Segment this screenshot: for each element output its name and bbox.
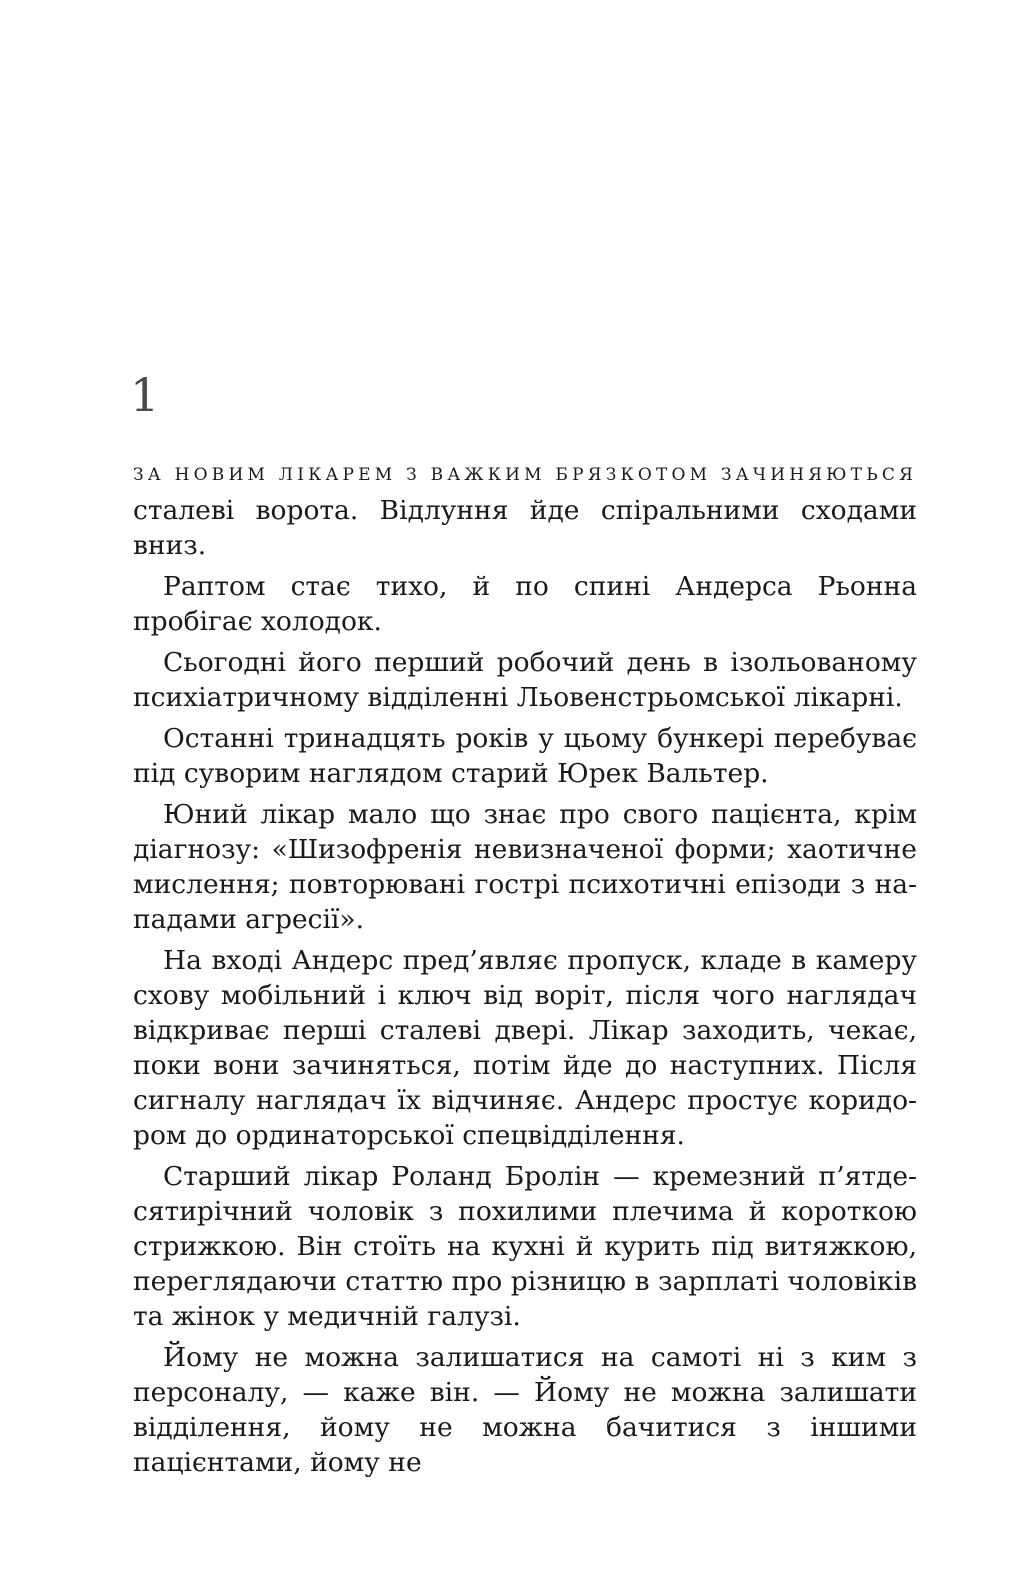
chapter-text [133, 458, 917, 1480]
paragraph: Юний лікар мало що знає про свого пацієнта, крім діагнозу: «Шизофренія невизначеної форми; хаотичне мислення; повторювані гострі психотичні епізоди з нападами агресії». [133, 799, 917, 935]
lead-paragraph [133, 458, 917, 563]
paragraph: Старший лікар Роланд Бролін — кремезний п’ятдесятирічний чоловік з похилими плечима й короткою стрижкою. Він стоїть на кухні й курить під витяжкою, переглядаючи статтю про різницю в зарплаті чоловіків та жінок у медичній галузі. [133, 1161, 917, 1332]
chapter-number: 1 [130, 368, 160, 422]
lead-small-caps: ЗА НОВИМ ЛІКАРЕМ З ВАЖКИМ БРЯЗКОТОМ ЗАЧИНЯЮТЬСЯ [133, 465, 917, 485]
paragraph: Йому не можна залишатися на самоті ні з ким з персоналу, — каже він. — Йому не можна залишати відділення, йому не можна бачитися з іншими пацієнтами, йому не [133, 1342, 917, 1478]
lead-rest: сталеві ворота. Відлуння йде спіральними сходами вниз. [133, 495, 917, 561]
paragraph: Останні тринадцять років у цьому бункері перебуває під суворим наглядом старий Юрек Вальтер. [133, 723, 917, 789]
paragraph: Сьогодні його перший робочий день в ізольованому психіатричному відділенні Льовенстрьомської лікарні. [133, 647, 917, 713]
paragraph: Раптом стає тихо, й по спині Андерса Рьонна пробігає холодок. [133, 571, 917, 637]
paragraph: На вході Андерс пред’являє пропуск, кладе в камеру схову мобільний і ключ від воріт, після чого наглядач відкриває перші сталеві двері. Лікар заходить, чекає, поки вони зачиняться, потім йде до наступних. Після сигналу наглядач їх відчиняє. Андерс простує коридором до ординаторської спецвідділення. [133, 945, 917, 1151]
